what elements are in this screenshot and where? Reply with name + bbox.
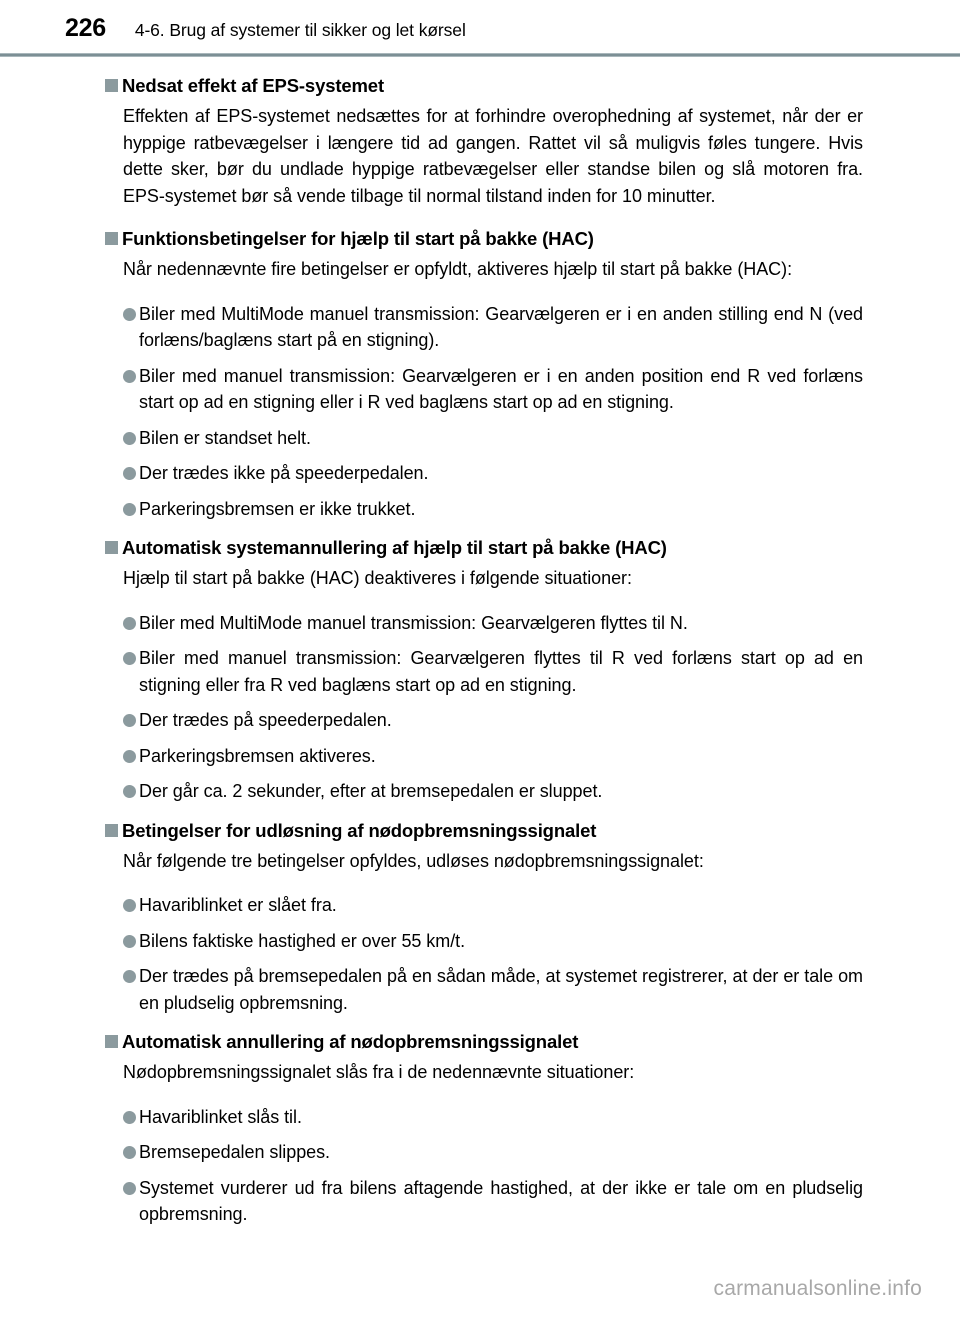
section-paragraph: Når følgende tre betingelser opfyldes, udløses nødopbremsningssignalet:	[123, 850, 704, 871]
list-item-label: Biler med manuel transmission: Gearvælgeren er i en anden position end R ved forlæns start op ad en stigning eller i R ved baglæns start op ad en stigning.	[139, 365, 863, 412]
chapter-title: 4-6. Brug af systemer til sikker og let kørsel	[134, 20, 466, 40]
square-bullet-icon	[105, 1035, 118, 1048]
list-item-label: Der går ca. 2 sekunder, efter at bremsepedalen er sluppet.	[139, 781, 603, 801]
list-item-label: Der trædes ikke på speederpedalen.	[139, 463, 429, 483]
watermark: carmanualsonline.info	[713, 1277, 922, 1300]
list-item	[123, 707, 863, 734]
circle-bullet-icon	[123, 785, 136, 798]
list-item-label: Der trædes på speederpedalen.	[139, 710, 392, 730]
list-item-label: Bilen er standset helt.	[139, 427, 311, 448]
section-paragraph: Nødopbremsningssignalet slås fra i de nedennævnte situationer:	[123, 1062, 635, 1082]
circle-bullet-icon	[123, 1146, 136, 1159]
list-item	[123, 743, 863, 770]
circle-bullet-icon	[123, 432, 136, 445]
list-item	[123, 610, 863, 637]
header-divider	[0, 53, 960, 57]
circle-bullet-icon	[123, 308, 136, 321]
section-paragraph: Når nedennævnte fire betingelser er opfyldt, aktiveres hjælp til start på bakke (HAC):	[123, 259, 793, 279]
circle-bullet-icon	[123, 1111, 136, 1124]
circle-bullet-icon	[123, 652, 136, 665]
section-heading-label: Funktionsbetingelser for hjælp til start på bakke (HAC)	[122, 228, 594, 249]
list-item	[123, 892, 863, 919]
section-heading-label: Betingelser for udløsning af nødopbremsningssignalet	[122, 819, 597, 841]
list-item	[123, 1175, 863, 1228]
list-item-label: Parkeringsbremsen aktiveres.	[139, 745, 376, 766]
section-heading	[105, 74, 863, 98]
circle-bullet-icon	[123, 617, 136, 630]
page-content	[105, 74, 863, 1228]
circle-bullet-icon	[123, 935, 136, 948]
list-item	[123, 645, 863, 698]
list-item	[123, 1139, 863, 1166]
list-item-label: Havariblinket er slået fra.	[139, 895, 337, 915]
circle-bullet-icon	[123, 750, 136, 763]
list-item	[123, 425, 863, 452]
list-item-label: Biler med MultiMode manuel transmission: Gearvælgeren er i en anden stilling end N (ved forlæns/baglæns start på en stigning).	[139, 303, 863, 350]
list-item	[123, 301, 863, 354]
square-bullet-icon	[105, 232, 118, 245]
section-heading-label: Automatisk systemannullering af hjælp til start på bakke (HAC)	[122, 537, 667, 558]
square-bullet-icon	[105, 79, 118, 92]
section-heading	[105, 227, 863, 251]
list-item	[123, 363, 863, 416]
section-paragraph: Hjælp til start på bakke (HAC) deaktiveres i følgende situationer:	[123, 568, 632, 588]
section-heading	[105, 819, 863, 843]
list-item	[123, 778, 863, 805]
list-item-label: Bremsepedalen slippes.	[139, 1142, 331, 1162]
square-bullet-icon	[105, 824, 118, 837]
list-item-label: Der trædes på bremsepedalen på en sådan måde, at systemet registrerer, at der er tale om en pludselig opbremsning.	[139, 966, 863, 1013]
square-bullet-icon	[105, 541, 118, 554]
section-heading-label: Automatisk annullering af nødopbremsningssignalet	[122, 1031, 579, 1052]
bullet-list	[105, 1104, 863, 1228]
circle-bullet-icon	[123, 714, 136, 727]
list-item-label: Parkeringsbremsen er ikke trukket.	[139, 498, 416, 519]
section-heading	[105, 536, 863, 560]
circle-bullet-icon	[123, 370, 136, 383]
circle-bullet-icon	[123, 467, 136, 480]
list-item	[123, 496, 863, 523]
list-item-label: Biler med manuel transmission: Gearvælgeren flyttes til R ved forlæns start op ad en stigning eller fra R ved baglæns start op ad en stigning.	[139, 648, 863, 695]
list-item	[123, 963, 863, 1016]
list-item-label: Biler med MultiMode manuel transmission: Gearvælgeren flyttes til N.	[139, 612, 688, 633]
circle-bullet-icon	[123, 899, 136, 912]
bullet-list	[105, 892, 863, 1016]
bullet-list	[105, 610, 863, 805]
page-number: 226	[65, 14, 106, 42]
circle-bullet-icon	[123, 970, 136, 983]
page-header	[0, 16, 960, 50]
circle-bullet-icon	[123, 503, 136, 516]
section-paragraph: Effekten af EPS-systemet nedsættes for at forhindre overophedning af systemet, når der er hyppige ratbevægelser i længere tid ad gangen. Rattet vil så muligvis føles tungere. Hvis dette sker, bør du undlade hyppige ratbevægelser eller standse bilen og slå motoren fra. EPS-systemet bør så vende tilbage til normal tilstand inden for 10 minutter.	[123, 106, 863, 206]
list-item-label: Havariblinket slås til.	[139, 1106, 302, 1127]
list-item	[123, 460, 863, 487]
section-heading-label: Nedsat effekt af EPS-systemet	[122, 75, 384, 96]
bullet-list	[105, 301, 863, 523]
circle-bullet-icon	[123, 1182, 136, 1195]
list-item-label: Bilens faktiske hastighed er over 55 km/t.	[139, 930, 466, 951]
section-heading	[105, 1030, 863, 1054]
list-item-label: Systemet vurderer ud fra bilens aftagende hastighed, at der ikke er tale om en pludselig opbremsning.	[139, 1177, 863, 1224]
list-item	[123, 928, 863, 955]
list-item	[123, 1104, 863, 1131]
